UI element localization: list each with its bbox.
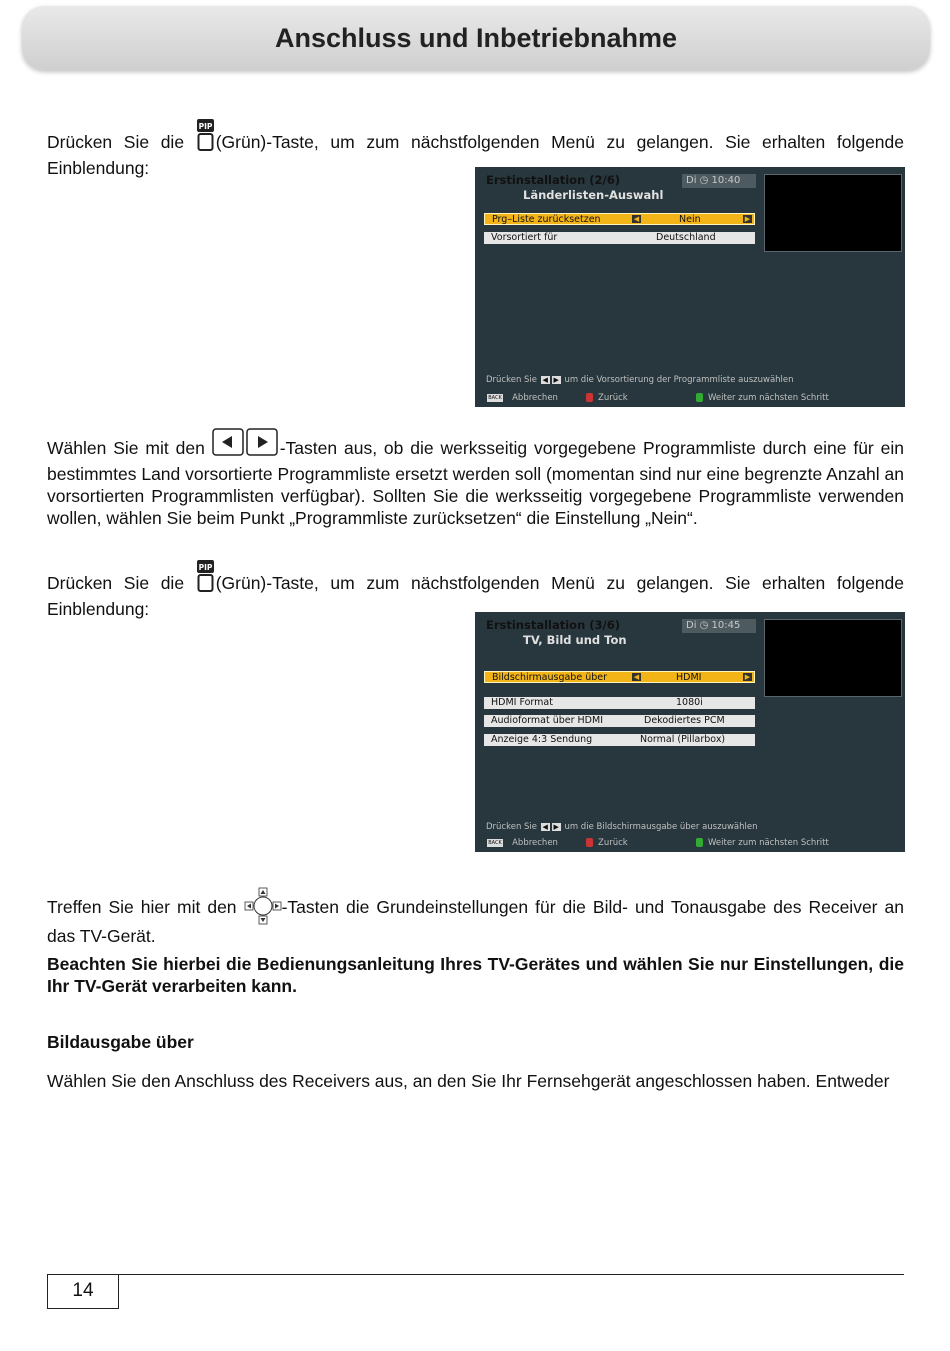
section-heading: Bildausgabe über xyxy=(47,1032,194,1052)
arrow-right-icon: ▶ xyxy=(744,673,751,681)
left-right-keys-icon xyxy=(212,428,280,463)
osd-title: Erstinstallation (3/6) xyxy=(486,618,620,632)
osd-hint: Drücken Sie ◀ ▶ um die Vorsortierung der Programmliste auszuwählen xyxy=(486,375,794,385)
osd-cancel: BACK Abbrechen xyxy=(488,393,558,403)
osd-row xyxy=(484,671,755,683)
text: -Tasten die Grundeinstellungen für die Bild- und Tonausgabe des Receiver an das TV-Gerät. xyxy=(47,897,904,946)
osd-cancel: BACK Abbrechen xyxy=(488,838,558,848)
text: Drücken Sie die xyxy=(47,132,196,152)
osd-row-label: Anzeige 4:3 Sendung xyxy=(491,734,593,745)
red-key-icon xyxy=(586,393,593,402)
osd-subtitle: TV, Bild und Ton xyxy=(523,633,627,647)
paragraph-left-right xyxy=(47,428,904,529)
osd-row-value: Normal (Pillarbox) xyxy=(640,734,726,745)
osd-row-value: Dekodiertes PCM xyxy=(644,715,725,726)
green-key-icon xyxy=(696,838,703,847)
navigation-cross-icon xyxy=(244,887,282,925)
osd-row-label: Audioformat über HDMI xyxy=(491,715,603,726)
osd-row-value: Nein xyxy=(679,214,701,225)
osd-clock: Di ◷ 10:45 xyxy=(682,619,756,633)
osd-row-label: Vorsortiert für xyxy=(491,232,558,243)
arrow-left-icon: ◀ xyxy=(633,673,640,681)
green-key-icon xyxy=(696,393,703,402)
osd-back: Zurück xyxy=(586,393,628,403)
pip-green-key-icon xyxy=(196,559,216,598)
osd-row xyxy=(484,232,755,244)
pip-green-key-icon xyxy=(196,118,216,157)
osd-next: Weiter zum nächsten Schritt xyxy=(696,838,829,848)
right-key-icon: ▶ xyxy=(553,822,559,831)
back-key-icon: BACK xyxy=(488,839,502,846)
text: Wählen Sie mit den xyxy=(47,438,212,458)
pip-label: PIP xyxy=(198,563,213,572)
text: (Grün)-Taste, um zum nächstfolgenden Menü zu gelangen. Sie erhalten folgende Einblendung: xyxy=(47,132,904,178)
osd-screenshot-1 xyxy=(475,167,905,407)
osd-screenshot-2 xyxy=(475,612,905,852)
osd-preview-window xyxy=(764,619,902,697)
pip-label: PIP xyxy=(198,122,213,131)
osd-hint: Drücken Sie ◀ ▶ um die Bildschirmausgabe über auszuwählen xyxy=(486,822,758,832)
page-header xyxy=(22,6,930,70)
osd-row xyxy=(484,213,755,225)
osd-row xyxy=(484,715,755,727)
osd-preview-window xyxy=(764,174,902,252)
osd-row-value: 1080i xyxy=(676,697,703,708)
text: -Tasten aus, ob die werksseitig vorgegebene Programmliste durch eine für ein bestimmtes Land vorsortierte Programmliste ersetzt werden soll (momentan sind nur eine begrenzte Anzahl an vorsortierten Programmlisten verfügbar). Sollten Sie die werksseitig vorgegebene Programmliste verwenden wollen, wählen Sie beim Punkt „Programmliste zurücksetzen“ die Einstellung „Nein“. xyxy=(47,438,904,528)
osd-row-label: Prg–Liste zurücksetzen xyxy=(492,214,601,225)
osd-row-value: Deutschland xyxy=(656,232,716,243)
osd-next: Weiter zum nächsten Schritt xyxy=(696,393,829,403)
osd-row xyxy=(484,697,755,709)
osd-row-label: HDMI Format xyxy=(491,697,553,708)
page-number: 14 xyxy=(47,1274,119,1309)
back-key-icon: BACK xyxy=(488,394,502,401)
osd-back: Zurück xyxy=(586,838,628,848)
osd-row xyxy=(484,734,755,746)
osd-clock: Di ◷ 10:40 xyxy=(682,174,756,188)
osd-title: Erstinstallation (2/6) xyxy=(486,173,620,187)
paragraph-green-key-2 xyxy=(47,559,904,620)
text: Drücken Sie die xyxy=(47,573,196,593)
red-key-icon xyxy=(586,838,593,847)
arrow-left-icon: ◀ xyxy=(633,215,640,223)
page-title: Anschluss und Inbetriebnahme xyxy=(274,23,678,53)
right-key-icon: ▶ xyxy=(553,375,559,384)
text: Treffen Sie hier mit den xyxy=(47,897,244,917)
osd-row-value: HDMI xyxy=(676,672,702,683)
osd-subtitle: Länderlisten-Auswahl xyxy=(523,188,664,202)
osd-row-label: Bildschirmausgabe über xyxy=(492,672,607,683)
text: (Grün)-Taste, um zum nächstfolgenden Menü zu gelangen. Sie erhalten folgende Einblendung: xyxy=(47,573,904,619)
paragraph-output: Wählen Sie den Anschluss des Receivers aus, an den Sie Ihr Fernsehgerät angeschlossen haben. Entweder xyxy=(47,1071,890,1091)
left-key-icon: ◀ xyxy=(542,822,548,831)
paragraph-navigation xyxy=(47,887,904,947)
bold-note: Beachten Sie hierbei die Bedienungsanleitung Ihres TV-Gerätes und wählen Sie nur Einstellungen, die Ihr TV-Gerät verarbeiten kann. xyxy=(47,954,904,996)
arrow-right-icon: ▶ xyxy=(744,215,751,223)
footer-rule xyxy=(47,1274,904,1275)
left-key-icon: ◀ xyxy=(542,375,548,384)
